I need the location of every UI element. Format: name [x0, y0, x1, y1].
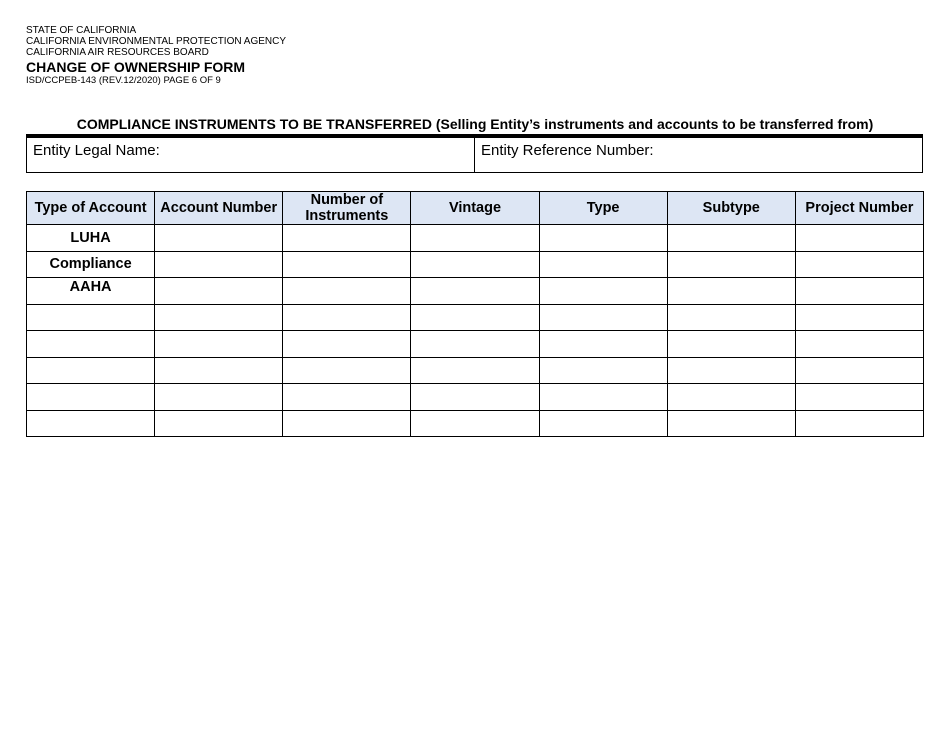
- cell-input[interactable]: [795, 225, 923, 252]
- table-row: [27, 304, 924, 331]
- cell-input[interactable]: [283, 331, 411, 358]
- row-label-luha: LUHA: [27, 225, 155, 252]
- cell-input[interactable]: [155, 331, 283, 358]
- form-title: CHANGE OF OWNERSHIP FORM: [26, 59, 246, 75]
- cell-input[interactable]: [539, 251, 667, 278]
- entity-reference-number-field[interactable]: [475, 138, 922, 172]
- table-row: [27, 225, 924, 252]
- cell-input[interactable]: [539, 331, 667, 358]
- cell-input[interactable]: [667, 251, 795, 278]
- row-label-empty[interactable]: [27, 304, 155, 331]
- cell-input[interactable]: [795, 357, 923, 384]
- cell-input[interactable]: [155, 410, 283, 437]
- cell-input[interactable]: [411, 410, 539, 437]
- agency-name: CALIFORNIA ENVIRONMENTAL PROTECTION AGENCY: [26, 36, 287, 47]
- row-label-empty[interactable]: [27, 384, 155, 411]
- state-name: STATE OF CALIFORNIA: [26, 25, 137, 36]
- header-type-of-account: Type of Account: [27, 192, 155, 225]
- cell-input[interactable]: [283, 251, 411, 278]
- cell-input[interactable]: [667, 304, 795, 331]
- cell-input[interactable]: [667, 357, 795, 384]
- cell-input[interactable]: [795, 278, 923, 305]
- header-project-number: Project Number: [795, 192, 923, 225]
- cell-input[interactable]: [667, 278, 795, 305]
- entity-reference-number-label: Entity Reference Number:: [481, 142, 654, 159]
- cell-input[interactable]: [539, 357, 667, 384]
- table-row: [27, 278, 924, 305]
- cell-input[interactable]: [411, 384, 539, 411]
- table-row: [27, 357, 924, 384]
- cell-input[interactable]: [795, 410, 923, 437]
- header-number-of-instruments: Number of Instruments: [283, 192, 411, 225]
- cell-input[interactable]: [155, 225, 283, 252]
- row-label-empty[interactable]: [27, 357, 155, 384]
- table-row: [27, 410, 924, 437]
- table-row: [27, 251, 924, 278]
- row-label-empty[interactable]: [27, 410, 155, 437]
- cell-input[interactable]: [411, 251, 539, 278]
- row-label-compliance: Compliance: [27, 251, 155, 278]
- cell-input[interactable]: [283, 410, 411, 437]
- section-title: COMPLIANCE INSTRUMENTS TO BE TRANSFERRED (Selling Entity’s instruments and accounts to be transferred from): [76, 116, 874, 132]
- cell-input[interactable]: [155, 278, 283, 305]
- form-header: [26, 25, 286, 86]
- cell-input[interactable]: [411, 331, 539, 358]
- board-name: CALIFORNIA AIR RESOURCES BOARD: [26, 47, 209, 58]
- row-label-empty[interactable]: [27, 331, 155, 358]
- cell-input[interactable]: [539, 384, 667, 411]
- cell-input[interactable]: [283, 304, 411, 331]
- cell-input[interactable]: [411, 304, 539, 331]
- cell-input[interactable]: [283, 357, 411, 384]
- cell-input[interactable]: [539, 278, 667, 305]
- cell-input[interactable]: [539, 304, 667, 331]
- cell-input[interactable]: [283, 278, 411, 305]
- entity-legal-name-field[interactable]: [27, 138, 475, 172]
- cell-input[interactable]: [667, 225, 795, 252]
- cell-input[interactable]: [539, 225, 667, 252]
- form-code: ISD/CCPEB-143 (REV.12/2020) PAGE 6 OF 9: [26, 75, 221, 86]
- cell-input[interactable]: [283, 225, 411, 252]
- header-subtype: Subtype: [667, 192, 795, 225]
- table-row: [27, 331, 924, 358]
- cell-input[interactable]: [667, 331, 795, 358]
- table-row: [27, 384, 924, 411]
- cell-input[interactable]: [795, 384, 923, 411]
- cell-input[interactable]: [155, 251, 283, 278]
- header-vintage: Vintage: [411, 192, 539, 225]
- cell-input[interactable]: [155, 384, 283, 411]
- cell-input[interactable]: [155, 304, 283, 331]
- row-label-aaha: AAHA: [27, 278, 155, 305]
- instruments-table: [26, 191, 924, 437]
- cell-input[interactable]: [795, 304, 923, 331]
- cell-input[interactable]: [667, 410, 795, 437]
- entity-info-box: [26, 134, 923, 173]
- header-account-number: Account Number: [155, 192, 283, 225]
- cell-input[interactable]: [539, 410, 667, 437]
- cell-input[interactable]: [155, 357, 283, 384]
- cell-input[interactable]: [411, 278, 539, 305]
- table-header-row: [27, 192, 924, 225]
- cell-input[interactable]: [795, 251, 923, 278]
- cell-input[interactable]: [411, 225, 539, 252]
- cell-input[interactable]: [667, 384, 795, 411]
- cell-input[interactable]: [411, 357, 539, 384]
- entity-legal-name-label: Entity Legal Name:: [33, 142, 160, 159]
- cell-input[interactable]: [283, 384, 411, 411]
- header-type: Type: [539, 192, 667, 225]
- cell-input[interactable]: [795, 331, 923, 358]
